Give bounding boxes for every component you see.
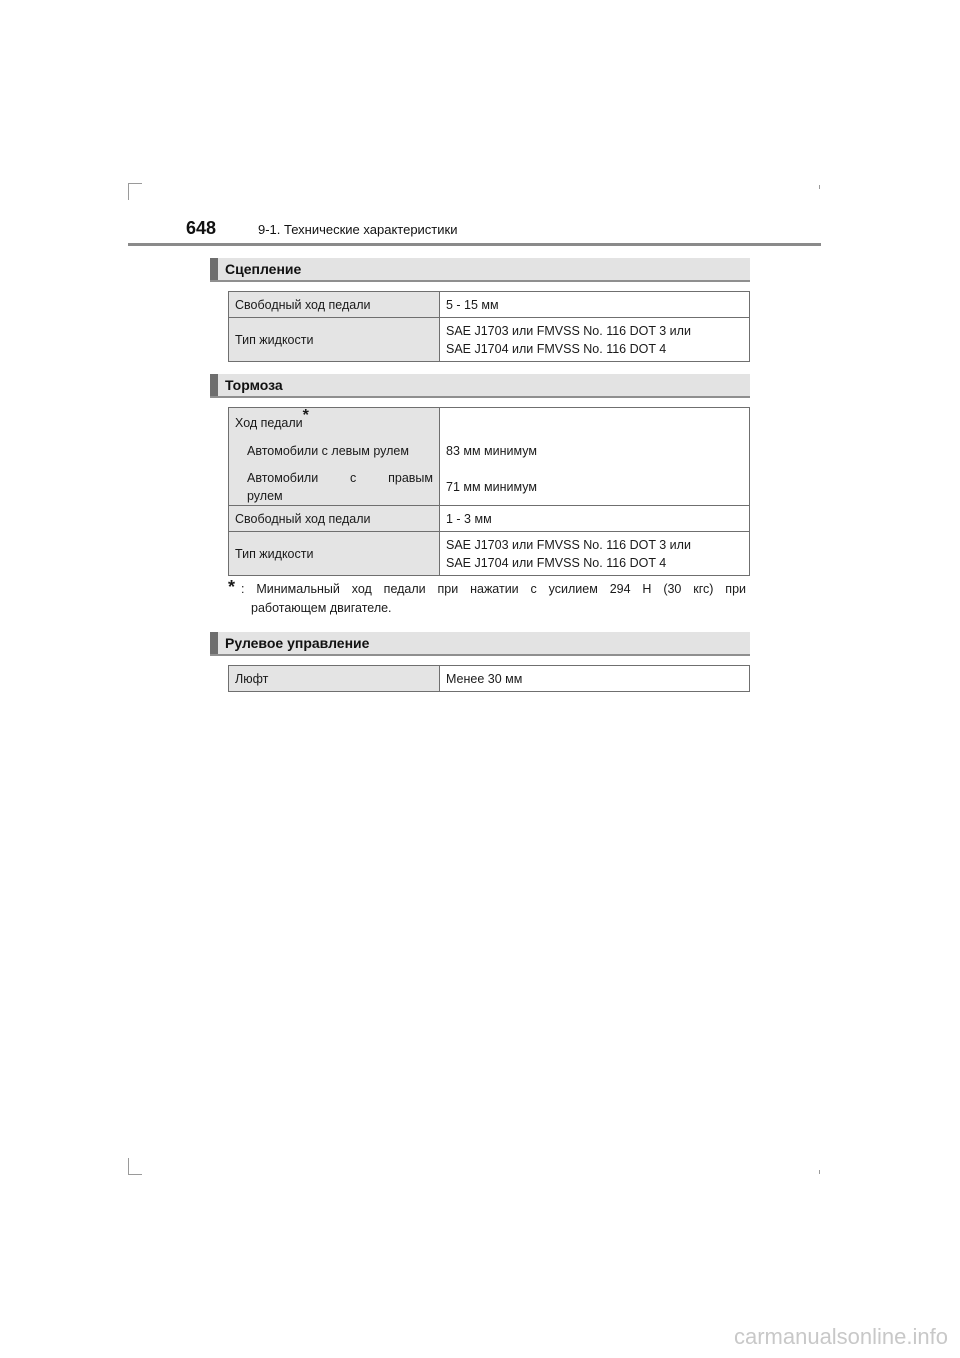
spec-label: Тип жидкости — [229, 318, 440, 362]
rhd-label-line2: рулем — [247, 489, 283, 503]
crop-mark-bottom-left-vertical — [128, 1158, 129, 1175]
section-title: Сцепление — [225, 261, 302, 277]
lhd-value: 83 мм минимум — [446, 444, 537, 458]
spec-label: Свободный ход педали — [229, 292, 440, 318]
steering-spec-table — [228, 665, 750, 692]
table-row — [229, 666, 750, 692]
spec-value-line: SAE J1703 или FMVSS No. 116 DOT 3 или — [446, 323, 691, 338]
section-marker — [210, 632, 218, 654]
section-header-steering — [210, 632, 750, 656]
pedal-travel-title — [235, 407, 433, 432]
table-row — [229, 292, 750, 318]
footnote — [228, 577, 746, 618]
pedal-travel-label: Ход педали — [235, 416, 303, 430]
spec-label: Люфт — [229, 666, 440, 692]
chapter-title: 9-1. Технические характеристики — [258, 222, 458, 237]
section-header-brakes — [210, 374, 750, 398]
footnote-reference: * — [302, 407, 309, 424]
watermark: carmanualsonline.info — [733, 1324, 948, 1349]
footnote-line: : Минимальный ход педали при нажатии с усилием 294 Н (30 кгс) при — [241, 582, 746, 596]
crop-mark-top-right — [819, 185, 820, 189]
lhd-label: Автомобили с левым рулем — [247, 444, 409, 458]
spec-value-line: SAE J1704 или FMVSS No. 116 DOT 4 — [446, 555, 667, 570]
crop-mark-bottom-right — [819, 1170, 820, 1174]
table-row — [229, 506, 750, 532]
spec-value: 5 - 15 мм — [440, 292, 750, 318]
spec-value-line: SAE J1703 или FMVSS No. 116 DOT 3 или — [446, 537, 691, 552]
footnote-mark: * — [228, 577, 236, 597]
table-row — [229, 318, 750, 362]
spec-value-pedal-travel — [440, 408, 750, 506]
crop-mark-top-left-vertical — [128, 183, 129, 200]
spec-value — [440, 532, 750, 576]
footnote-line: работающем двигателе. — [251, 601, 392, 615]
table-row — [229, 408, 750, 506]
spec-value: 1 - 3 мм — [440, 506, 750, 532]
section-marker — [210, 258, 218, 280]
spec-value: Менее 30 мм — [440, 666, 750, 692]
section-title: Тормоза — [225, 377, 283, 393]
crop-mark-bottom-left-horizontal — [128, 1174, 142, 1175]
spacer — [446, 414, 743, 432]
spec-label: Свободный ход педали — [229, 506, 440, 532]
spec-label-pedal-travel — [229, 408, 440, 506]
clutch-spec-table — [228, 291, 750, 362]
rhd-label-line1: Автомобили с правым — [247, 471, 433, 485]
header-rule — [128, 243, 821, 246]
section-title: Рулевое управление — [225, 635, 370, 651]
section-header-clutch — [210, 258, 750, 282]
spec-value-line: SAE J1704 или FMVSS No. 116 DOT 4 — [446, 341, 667, 356]
rhd-value: 71 мм минимум — [446, 480, 537, 494]
spec-label: Тип жидкости — [229, 532, 440, 576]
crop-mark-top-left-horizontal — [128, 183, 142, 184]
footnote-text — [228, 577, 746, 618]
brakes-spec-table — [228, 407, 750, 576]
spec-value — [440, 318, 750, 362]
table-row — [229, 532, 750, 576]
page-number: 648 — [186, 218, 217, 238]
section-marker — [210, 374, 218, 396]
